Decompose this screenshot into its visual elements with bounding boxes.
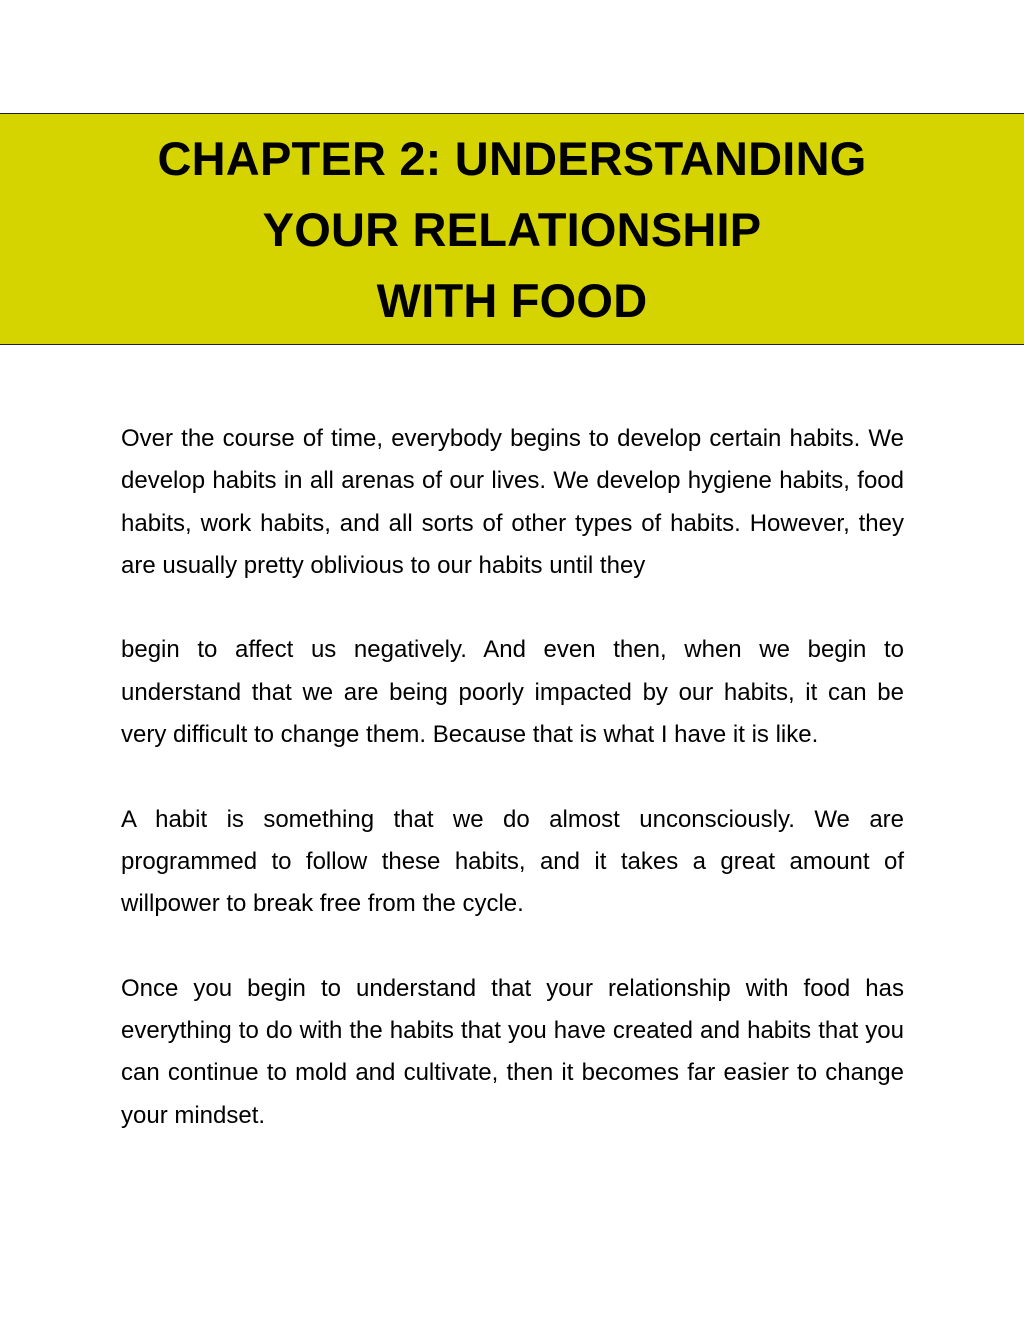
paragraph-4: Once you begin to understand that your relationship with food has everything to do with the habits that you have created and habits that you can continue to mold and cultivate, then it becomes far easier to change your mindset. bbox=[121, 974, 904, 1129]
paragraph-1: Over the course of time, everybody begins to develop certain habits. We develop habits in all arenas of our lives. We develop hygiene habits, food habits, work habits, and all sorts of other types of habits. However, they are usually pretty oblivious to our habits until they bbox=[121, 425, 904, 579]
chapter-title bbox=[158, 123, 867, 336]
paragraph-2: begin to affect us negatively. And even then, when we begin to understand that we are being poorly impacted by our habits, it can be very difficult to change them. Because that is what I have it is like. bbox=[121, 636, 904, 749]
chapter-banner bbox=[0, 113, 1024, 345]
paragraph-3: A habit is something that we do almost unconsciously. We are programmed to follow these habits, and it takes a great amount of willpower to break free from the cycle. bbox=[121, 805, 904, 918]
chapter-title-line-1: CHAPTER 2: UNDERSTANDING bbox=[157, 131, 867, 185]
chapter-body bbox=[121, 418, 904, 1179]
chapter-title-line-3: WITH FOOD bbox=[376, 273, 648, 327]
chapter-title-line-2: YOUR RELATIONSHIP bbox=[262, 202, 762, 256]
